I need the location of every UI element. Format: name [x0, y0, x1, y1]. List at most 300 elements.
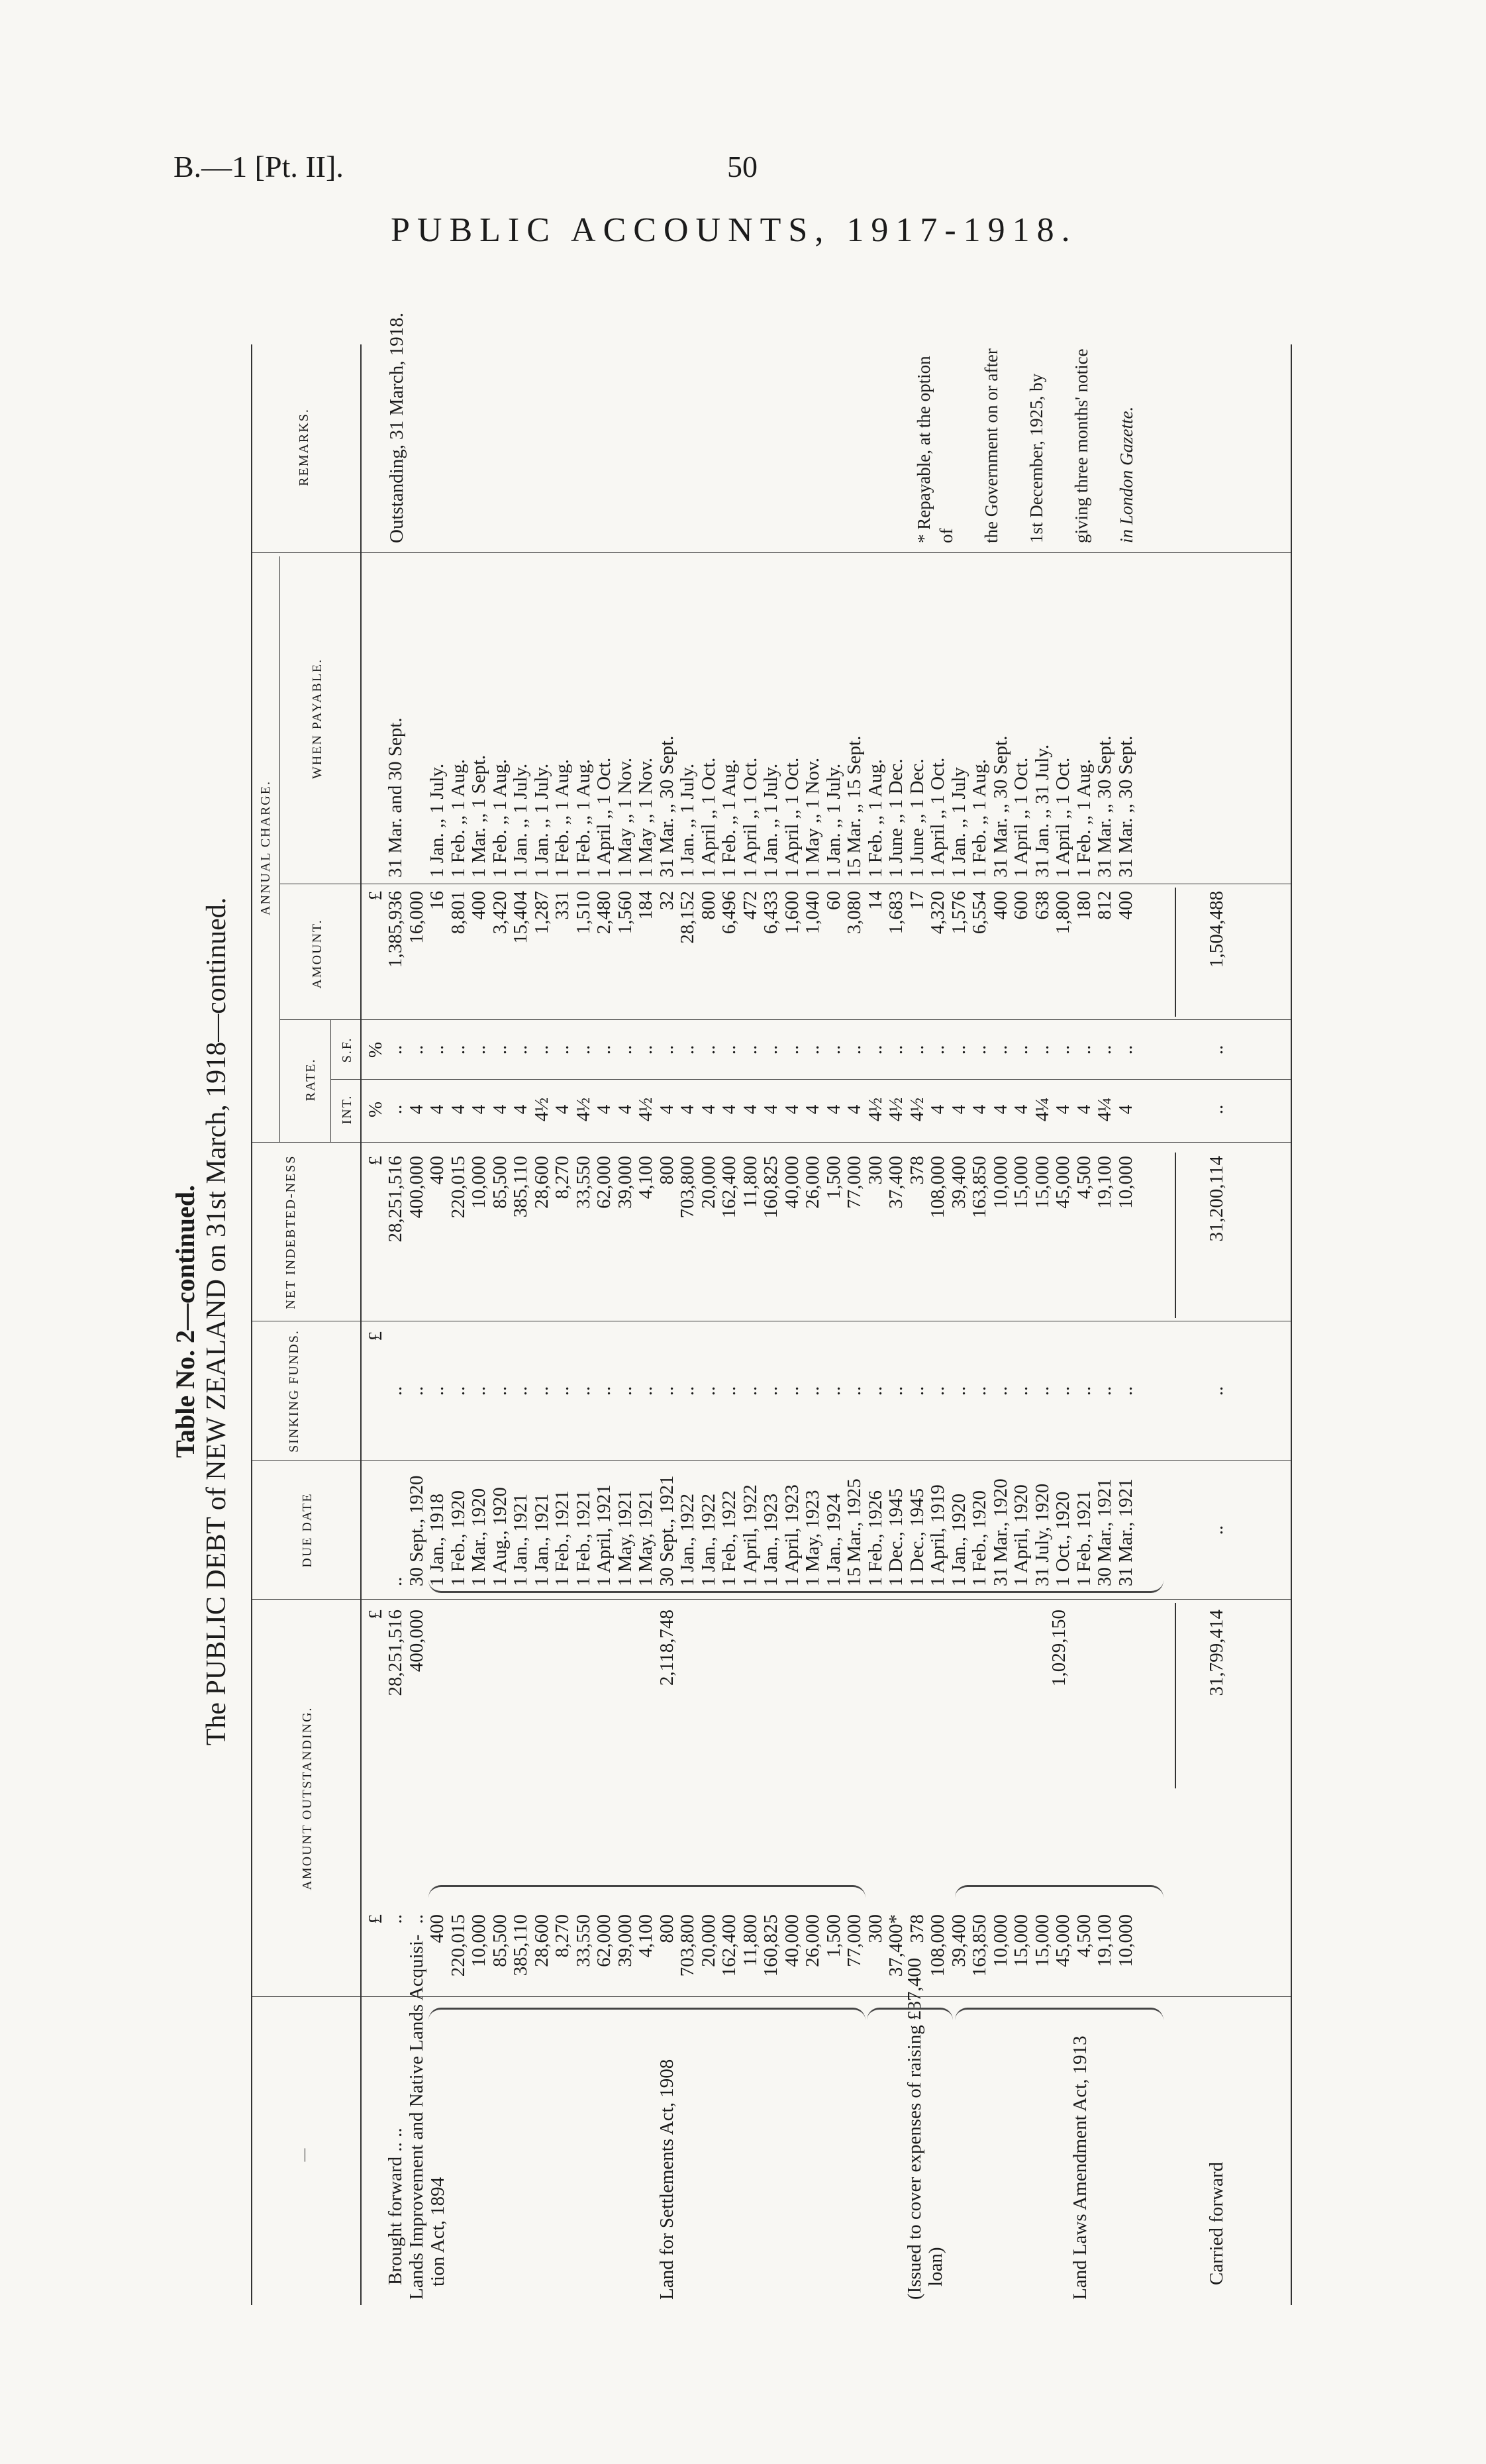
cell-sfr: ..	[906, 1045, 928, 1055]
cell-charge: 400	[1114, 891, 1136, 920]
cell-amount: 62,000	[593, 1914, 615, 1967]
cell-sf: ..	[635, 1386, 656, 1396]
cell-sf: ..	[864, 1386, 886, 1396]
cell-when: 1 June ,, 1 Dec.	[885, 758, 907, 878]
cell-int: 4	[760, 1104, 781, 1115]
cell-int: 4½	[885, 1097, 907, 1122]
cell-amount: 77,000	[844, 1914, 865, 1967]
cell-due: 15 Mar., 1925	[844, 1478, 865, 1586]
cell-sfr: ..	[1031, 1045, 1053, 1055]
cell-sfr: ..	[593, 1045, 615, 1055]
cell-net: 400	[426, 1156, 448, 1185]
cell-sf: ..	[781, 1386, 803, 1396]
cell-net: 160,825	[760, 1156, 781, 1219]
cell-amount: 19,100	[1094, 1914, 1115, 1967]
cell-sfr: ..	[385, 1045, 406, 1055]
group-brace-land-laws	[955, 2008, 1164, 2020]
cell-due: 1 May, 1921	[635, 1490, 656, 1586]
page-reference: B.—1 [Pt. II].	[173, 150, 344, 183]
cell-sf: ..	[989, 1386, 1011, 1396]
cell-amount: 4,100	[635, 1914, 656, 1958]
cell-due: 1 Jan., 1918	[426, 1493, 448, 1586]
cell-due: 1 Jan., 1922	[677, 1493, 698, 1586]
cell-sf: ..	[969, 1386, 990, 1396]
cell-charge: 331	[552, 891, 573, 920]
cell-due: 1 April, 1921	[593, 1484, 615, 1586]
remark-outstanding: Outstanding, 31 March, 1918.	[386, 313, 407, 543]
remark-note-line: * Repayable, at the option of	[914, 356, 956, 543]
cell-net: 10,000	[989, 1156, 1011, 1209]
cell-due: 1 Oct., 1920	[1052, 1491, 1073, 1586]
cell-charge: 16,000	[405, 891, 427, 944]
cell-sfr: ..	[447, 1045, 469, 1055]
cell-int: 4	[781, 1104, 803, 1115]
annual-charge-rule	[279, 556, 280, 1143]
cell-int: 4	[989, 1104, 1011, 1115]
cell-net: 45,000	[1052, 1156, 1073, 1209]
total-rule	[1175, 1153, 1176, 1318]
cell-amount: 39,000	[614, 1914, 636, 1967]
unit-percent: %	[365, 1101, 386, 1118]
col-net-indebtedness-header: NET INDEBTED-NESS	[283, 1155, 298, 1309]
subtotal-land-laws: 1,029,150	[1048, 1610, 1069, 1686]
total-due-date: ..	[1206, 1525, 1227, 1535]
cell-amount: 15,000	[1031, 1914, 1053, 1967]
cell-when: 1 Jan. ,, 1 July.	[677, 763, 698, 878]
cell-when: 1 Feb. ,, 1 Aug.	[1073, 759, 1095, 878]
cell-net: 10,000	[468, 1156, 489, 1209]
cell-due: 1 Jan., 1920	[948, 1493, 969, 1586]
cell-when: 1 Feb. ,, 1 Aug.	[864, 759, 886, 878]
cell-when: 1 Feb. ,, 1 Aug.	[718, 759, 740, 878]
cell-sfr: ..	[489, 1045, 511, 1055]
cell-amount: 15,000	[1011, 1914, 1032, 1967]
cell-sfr: ..	[885, 1045, 907, 1055]
cell-sf: ..	[1094, 1386, 1115, 1396]
cell-sfr: ..	[656, 1045, 677, 1055]
cell-charge: 3,080	[844, 891, 865, 935]
label-lands-act-2: tion Act, 1894	[427, 2177, 448, 2286]
cell-int: 4	[739, 1104, 761, 1115]
cell-sf: ..	[1114, 1386, 1136, 1396]
cell-amount: 400	[426, 1914, 448, 1943]
cell-due: 1 Dec., 1945	[885, 1488, 907, 1586]
label-brought-forward: Brought forward .. ..	[385, 2128, 406, 2285]
cell-charge: 1,510	[572, 891, 594, 935]
cell-sf: ..	[614, 1386, 636, 1396]
cell-charge: 17	[906, 891, 928, 910]
cell-int: 4	[677, 1104, 698, 1115]
table-number: Table No. 2—continued.	[170, 1185, 200, 1458]
cell-int: 4	[1011, 1104, 1032, 1115]
cell-net: 39,400	[948, 1156, 969, 1209]
cell-sf: ..	[656, 1386, 677, 1396]
cell-sf: ..	[530, 1386, 552, 1396]
cell-net: 85,500	[489, 1156, 511, 1209]
cell-sfr: ..	[760, 1045, 781, 1055]
cell-sf: ..	[385, 1386, 406, 1396]
rotated-table	[170, 278, 1314, 2305]
cell-sf: ..	[489, 1386, 511, 1396]
label-carried-forward: Carried forward	[1206, 2162, 1227, 2285]
cell-charge: 472	[739, 891, 761, 920]
cell-net: 1,500	[822, 1156, 844, 1200]
cell-amount: 220,015	[447, 1914, 469, 1977]
cell-sf: ..	[1011, 1386, 1032, 1396]
label-land-laws-act: Land Laws Amendment Act, 1913	[1069, 2035, 1091, 2300]
cell-sf: ..	[677, 1386, 698, 1396]
cell-amount: 800	[656, 1914, 677, 1943]
cell-when: 1 April ,, 1 Oct.	[927, 757, 948, 878]
cell-net: 385,110	[510, 1156, 531, 1218]
cell-sf: ..	[822, 1386, 844, 1396]
cell-charge: 1,600	[781, 891, 803, 935]
table-bottom-rule	[1291, 344, 1292, 2305]
cell-amount: 26,000	[802, 1914, 823, 1967]
cell-int: 4	[426, 1104, 448, 1115]
cell-sfr: ..	[802, 1045, 823, 1055]
cell-due: 1 Feb., 1920	[447, 1490, 469, 1586]
cell-sfr: ..	[552, 1045, 573, 1055]
group-brace-issued	[867, 2008, 953, 2020]
cell-amount: ..	[385, 1914, 406, 1924]
cell-when: 1 Feb. ,, 1 Aug.	[969, 759, 990, 878]
cell-due: 1 Mar., 1920	[468, 1488, 489, 1586]
cell-amount: 703,800	[677, 1914, 698, 1977]
remark-note-line: 1st December, 1925, by	[1026, 373, 1046, 543]
remark-note-line: the Government on or after	[981, 348, 1001, 543]
cell-when: 1 May ,, 1 Nov.	[635, 758, 656, 878]
cell-net: 4,100	[635, 1156, 656, 1200]
cell-amount: ..	[405, 1914, 427, 1924]
cell-net: 37,400	[885, 1156, 907, 1209]
cell-net: 800	[656, 1156, 677, 1185]
cell-sfr: ..	[530, 1045, 552, 1055]
subtotal-settlements: 2,118,748	[656, 1610, 677, 1686]
col-when-payable-header: WHEN PAYABLE.	[310, 658, 324, 780]
cell-charge: 4,320	[927, 891, 948, 935]
cell-when: 1 Jan. ,, 1 July.	[530, 763, 552, 878]
cell-when: 1 Jan. ,, 1 July.	[760, 763, 781, 878]
cell-charge: 1,385,936	[385, 891, 406, 968]
cell-charge: 600	[1011, 891, 1032, 920]
cell-when: 1 Feb. ,, 1 Aug.	[489, 759, 511, 878]
cell-due: 1 Feb., 1921	[552, 1490, 573, 1586]
cell-sfr: ..	[635, 1045, 656, 1055]
cell-due: 30 Mar., 1921	[1094, 1478, 1115, 1586]
cell-due: 1 Aug., 1920	[489, 1487, 511, 1586]
remark-note-line: in London Gazette.	[1116, 406, 1136, 543]
cell-amount: 385,110	[510, 1914, 531, 1976]
cell-charge: 1,800	[1052, 891, 1073, 935]
cell-charge: 1,287	[530, 891, 552, 935]
total-amount-outstanding: 31,799,414	[1206, 1610, 1227, 1696]
cell-when: 1 April ,, 1 Oct.	[1052, 757, 1073, 878]
subtotal-brought: 28,251,516	[385, 1610, 406, 1696]
cell-charge: 15,404	[510, 891, 531, 944]
cell-sfr: ..	[614, 1045, 636, 1055]
cell-sfr: ..	[1052, 1045, 1073, 1055]
cell-sfr: ..	[781, 1045, 803, 1055]
cell-due: 1 April, 1920	[1011, 1484, 1032, 1586]
cell-amount: 39,400	[948, 1914, 969, 1967]
unit-pound: £	[365, 1914, 386, 1924]
cell-when: 31 Mar. ,, 30 Sept.	[989, 735, 1011, 878]
cell-sf: ..	[593, 1386, 615, 1396]
cell-int: 4½	[530, 1097, 552, 1122]
cell-int: 4	[1114, 1104, 1136, 1115]
cell-sf: ..	[844, 1386, 865, 1396]
cell-amount: 33,550	[572, 1914, 594, 1967]
cell-int: ..	[385, 1104, 406, 1115]
cell-when: 1 April ,, 1 Oct.	[739, 757, 761, 878]
cell-net: 108,000	[927, 1156, 948, 1219]
cell-net: 400,000	[405, 1156, 427, 1219]
cell-sfr: ..	[844, 1045, 865, 1055]
label-issued-note-2: loan)	[925, 2247, 946, 2286]
cell-sf: ..	[405, 1386, 427, 1396]
total-annual-charge: 1,504,488	[1206, 891, 1227, 968]
col-rule	[251, 552, 1291, 553]
cell-sf: ..	[802, 1386, 823, 1396]
cell-charge: 1,576	[948, 891, 969, 935]
cell-due: 1 April, 1919	[927, 1484, 948, 1586]
col-rate-int-header: INT.	[340, 1094, 354, 1125]
cell-int: 4	[1073, 1104, 1095, 1115]
cell-sf: ..	[552, 1386, 573, 1396]
cell-due: 1 Jan., 1921	[510, 1493, 531, 1586]
cell-when: 1 Jan. ,, 1 July.	[426, 763, 448, 878]
cell-sf: ..	[927, 1386, 948, 1396]
cell-sf: ..	[760, 1386, 781, 1396]
cell-int: 4½	[572, 1097, 594, 1122]
cell-amount: 37,400*	[885, 1914, 907, 1977]
cell-int: 4	[593, 1104, 615, 1115]
cell-net: 28,251,516	[385, 1156, 406, 1243]
cell-net: 703,800	[677, 1156, 698, 1219]
cell-due: 1 May, 1921	[614, 1490, 636, 1586]
cell-sfr: ..	[969, 1045, 990, 1055]
cell-sfr: ..	[572, 1045, 594, 1055]
cell-when: 1 April ,, 1 Oct.	[1011, 757, 1032, 878]
cell-due: 31 Mar., 1920	[989, 1478, 1011, 1586]
cell-net: 163,850	[969, 1156, 990, 1219]
cell-charge: 6,554	[969, 891, 990, 935]
table-subtitle: The PUBLIC DEBT of NEW ZEALAND on 31st March, 1918—continued.	[201, 897, 232, 1746]
cell-sf: ..	[1052, 1386, 1073, 1396]
cell-amount: 10,000	[468, 1914, 489, 1967]
cell-sfr: ..	[426, 1045, 448, 1055]
cell-due: 30 Sept., 1920	[405, 1475, 427, 1586]
cell-charge: 6,433	[760, 891, 781, 935]
unit-pound: £	[365, 1610, 386, 1619]
cell-when: 1 Jan. ,, 1 July.	[510, 763, 531, 878]
cell-charge: 1,040	[802, 891, 823, 935]
cell-due: 1 Dec., 1945	[906, 1488, 928, 1586]
cell-when: 1 Jan. ,, 1 July.	[822, 763, 844, 878]
cell-amount: 10,000	[1114, 1914, 1136, 1967]
cell-sf: ..	[948, 1386, 969, 1396]
cell-charge: 3,420	[489, 891, 511, 935]
cell-net: 378	[906, 1156, 928, 1185]
cell-amount: 10,000	[989, 1914, 1011, 1967]
cell-charge: 400	[468, 891, 489, 920]
subtotal-brought-2: 400,000	[406, 1610, 427, 1672]
cell-due: 1 May, 1923	[802, 1490, 823, 1586]
cell-sfr: ..	[510, 1045, 531, 1055]
cell-charge: 638	[1031, 891, 1053, 920]
cell-sf: ..	[468, 1386, 489, 1396]
cell-net: 15,000	[1031, 1156, 1053, 1209]
cell-when: 1 Feb. ,, 1 Aug.	[447, 759, 469, 878]
cell-due: 1 Jan., 1921	[530, 1493, 552, 1586]
cell-when: 31 Mar. ,, 30 Sept.	[1114, 735, 1136, 878]
cell-when: 1 May ,, 1 Nov.	[614, 758, 636, 878]
cell-int: 4	[552, 1104, 573, 1115]
col-rate-header: RATE.	[303, 1058, 318, 1102]
cell-sf: ..	[572, 1386, 594, 1396]
cell-when: 31 Mar. and 30 Sept.	[385, 717, 406, 878]
cell-charge: 184	[635, 891, 656, 920]
cell-sf: ..	[1031, 1386, 1053, 1396]
cell-sfr: ..	[677, 1045, 698, 1055]
cell-sfr: ..	[927, 1045, 948, 1055]
cell-net: 20,000	[697, 1156, 719, 1209]
col-rule	[251, 1599, 1291, 1600]
cell-int: 4¼	[1031, 1097, 1053, 1122]
cell-sf: ..	[718, 1386, 740, 1396]
cell-net: 39,000	[614, 1156, 636, 1209]
cell-charge: 812	[1094, 891, 1115, 920]
cell-due: 1 Feb., 1921	[572, 1490, 594, 1586]
cell-charge: 180	[1073, 891, 1095, 920]
cell-net: 8,270	[552, 1156, 573, 1200]
cell-charge: 8,801	[447, 891, 469, 935]
cell-due: 31 Mar., 1921	[1114, 1478, 1136, 1586]
cell-when: 1 May ,, 1 Nov.	[802, 758, 823, 878]
cell-int: 4	[844, 1104, 865, 1115]
cell-sfr: ..	[989, 1045, 1011, 1055]
cell-net: 11,800	[739, 1156, 761, 1208]
cell-amount: 20,000	[697, 1914, 719, 1967]
cell-int: 4	[405, 1104, 427, 1115]
cell-net: 300	[864, 1156, 886, 1185]
label-lands-act: Lands Improvement and Native Lands Acquisi-	[406, 1934, 427, 2300]
cell-when: 1 April ,, 1 Oct.	[781, 757, 803, 878]
cell-net: 62,000	[593, 1156, 615, 1209]
cell-amount: 8,270	[552, 1914, 573, 1958]
cell-int: 4¼	[1094, 1097, 1115, 1122]
cell-amount: 300	[864, 1914, 886, 1943]
cell-charge: 28,152	[677, 891, 698, 944]
unit-pound: £	[365, 1331, 386, 1341]
cell-net: 4,500	[1073, 1156, 1095, 1200]
cell-amount: 162,400	[718, 1914, 740, 1977]
col-due-date-header: DUE DATE	[300, 1492, 315, 1568]
col-rule	[251, 1460, 1291, 1461]
cell-net: 19,100	[1094, 1156, 1115, 1209]
group-brace-lands-act	[428, 2008, 866, 2020]
cell-int: 4	[510, 1104, 531, 1115]
cell-when: 15 Mar. ,, 15 Sept.	[844, 735, 865, 878]
cell-amount: 1,500	[822, 1914, 844, 1958]
total-rate-int: ..	[1206, 1104, 1227, 1115]
table-top-rule	[251, 344, 252, 2305]
rate-rule	[330, 1020, 331, 1143]
cell-sfr: ..	[864, 1045, 886, 1055]
cell-due: 31 July, 1920	[1031, 1483, 1053, 1586]
cell-amount: 163,850	[969, 1914, 990, 1977]
cell-int: 4	[969, 1104, 990, 1115]
cell-sfr: ..	[822, 1045, 844, 1055]
total-net-indebtedness: 31,200,114	[1206, 1156, 1227, 1242]
cell-sf: ..	[885, 1386, 907, 1396]
cell-int: 4	[656, 1104, 677, 1115]
unit-pound: £	[365, 1156, 386, 1166]
cell-due: ..	[385, 1576, 406, 1586]
cell-when: 1 April ,, 1 Oct.	[697, 757, 719, 878]
cell-when: 31 Jan. ,, 31 July.	[1031, 744, 1053, 878]
cell-sf: ..	[739, 1386, 761, 1396]
subtotal-brace-land-laws	[955, 1885, 1164, 1898]
cell-due: 1 Jan., 1922	[697, 1493, 719, 1586]
col-description-header: —	[297, 2147, 311, 2162]
cell-when: 1 Mar. ,, 1 Sept.	[468, 754, 489, 878]
cell-when: 1 April ,, 1 Oct.	[593, 757, 615, 878]
cell-due: 1 Jan., 1923	[760, 1493, 781, 1586]
unit-percent: %	[365, 1041, 386, 1058]
col-rule	[251, 1142, 1291, 1143]
cell-sfr: ..	[718, 1045, 740, 1055]
col-amount-outstanding-header: AMOUNT OUTSTANDING.	[300, 1706, 315, 1890]
cell-int: 4	[927, 1104, 948, 1115]
cell-amount: 4,500	[1073, 1914, 1095, 1958]
cell-sfr: ..	[1094, 1045, 1115, 1055]
cell-net: 77,000	[844, 1156, 865, 1209]
cell-due: 30 Sept., 1921	[656, 1475, 677, 1586]
cell-net: 220,015	[447, 1156, 469, 1219]
cell-int: 4	[697, 1104, 719, 1115]
cell-int: 4	[1052, 1104, 1073, 1115]
total-sinking-funds: ..	[1206, 1386, 1227, 1396]
subtotal-brace-settlements	[428, 1885, 866, 1898]
cell-net: 162,400	[718, 1156, 740, 1219]
cell-when: 1 June ,, 1 Dec.	[906, 758, 928, 878]
page-number: 50	[727, 150, 758, 183]
cell-due: 1 April, 1923	[781, 1484, 803, 1586]
cell-charge: 400	[989, 891, 1011, 920]
label-settlements-act: Land for Settlements Act, 1908	[656, 2059, 677, 2300]
cell-amount: 28,600	[530, 1914, 552, 1967]
header-bottom-rule	[360, 344, 362, 2305]
cell-when: 31 Mar. ,, 30 Sept.	[1094, 735, 1115, 878]
cell-due: 1 April, 1922	[739, 1484, 761, 1586]
cell-amount: 11,800	[739, 1914, 761, 1967]
cell-sfr: ..	[697, 1045, 719, 1055]
cell-int: 4	[718, 1104, 740, 1115]
cell-charge: 2,480	[593, 891, 615, 935]
cell-sfr: ..	[1114, 1045, 1136, 1055]
cell-sf: ..	[697, 1386, 719, 1396]
cell-amount: 108,000	[927, 1914, 948, 1977]
cell-int: 4½	[635, 1097, 656, 1122]
cell-sf: ..	[906, 1386, 928, 1396]
cell-amount: 40,000	[781, 1914, 803, 1967]
cell-charge: 14	[864, 891, 886, 910]
cell-charge: 6,496	[718, 891, 740, 935]
cell-sfr: ..	[468, 1045, 489, 1055]
total-rule	[1175, 888, 1176, 1017]
